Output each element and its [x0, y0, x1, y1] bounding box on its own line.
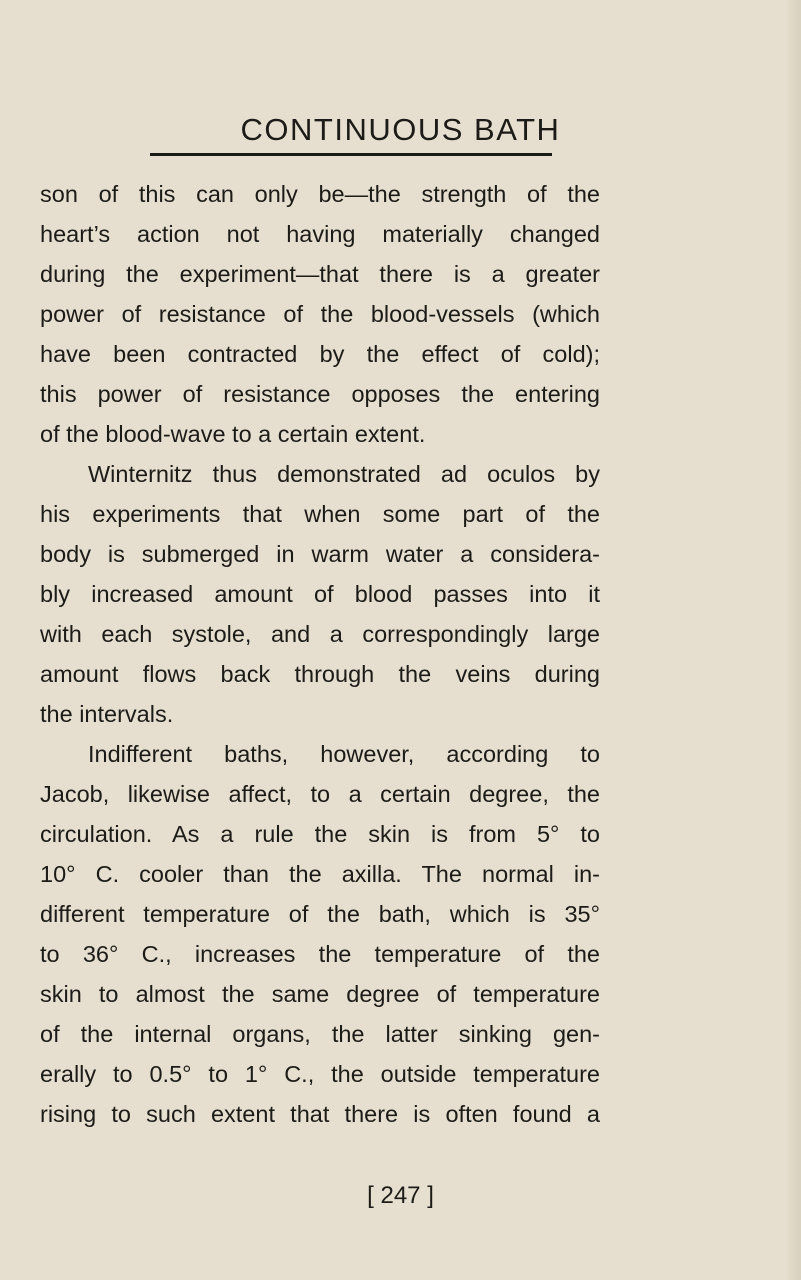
text-line: this power of resistance opposes the entering — [40, 381, 600, 407]
text-line: the intervals. — [40, 701, 174, 727]
text-line: Jacob, likewise affect, to a certain degree, the — [40, 781, 600, 807]
page-edge-shadow — [787, 0, 801, 1280]
text-line: heart’s action not having materially changed — [40, 221, 600, 247]
text-line: circulation. As a rule the skin is from 5° to — [40, 821, 600, 847]
text-line: Indifferent baths, however, according to — [88, 741, 600, 767]
text-line: body is submerged in warm water a considera- — [40, 541, 600, 567]
text-line: to 36° C., increases the temperature of the — [40, 941, 600, 967]
text-line: during the experiment—that there is a greater — [40, 261, 600, 287]
text-line: power of resistance of the blood-vessels (which — [40, 301, 600, 327]
text-line: different temperature of the bath, which is 35° — [40, 901, 600, 927]
text-line: son of this can only be—the strength of the — [40, 181, 600, 207]
text-line: bly increased amount of blood passes into it — [40, 581, 600, 607]
body-text — [40, 174, 600, 1134]
page-number: [ 247 ] — [367, 1182, 434, 1209]
text-line: 10° C. cooler than the axilla. The normal in- — [40, 861, 600, 887]
text-line: of the blood-wave to a certain extent. — [40, 421, 426, 447]
text-line: of the internal organs, the latter sinking gen- — [40, 1021, 600, 1047]
text-line: amount flows back through the veins during — [40, 661, 600, 687]
text-line: rising to such extent that there is often found a — [40, 1101, 600, 1127]
text-line: his experiments that when some part of the — [40, 501, 600, 527]
text-line: with each systole, and a correspondingly large — [40, 621, 600, 647]
text-line: skin to almost the same degree of temperature — [40, 981, 600, 1007]
header-rule — [150, 153, 552, 156]
text-line: Winternitz thus demonstrated ad oculos by — [88, 461, 600, 487]
text-line: erally to 0.5° to 1° C., the outside temperature — [40, 1061, 600, 1087]
running-head: CONTINUOUS BATH — [240, 112, 561, 147]
text-line: have been contracted by the effect of cold); — [40, 341, 600, 367]
